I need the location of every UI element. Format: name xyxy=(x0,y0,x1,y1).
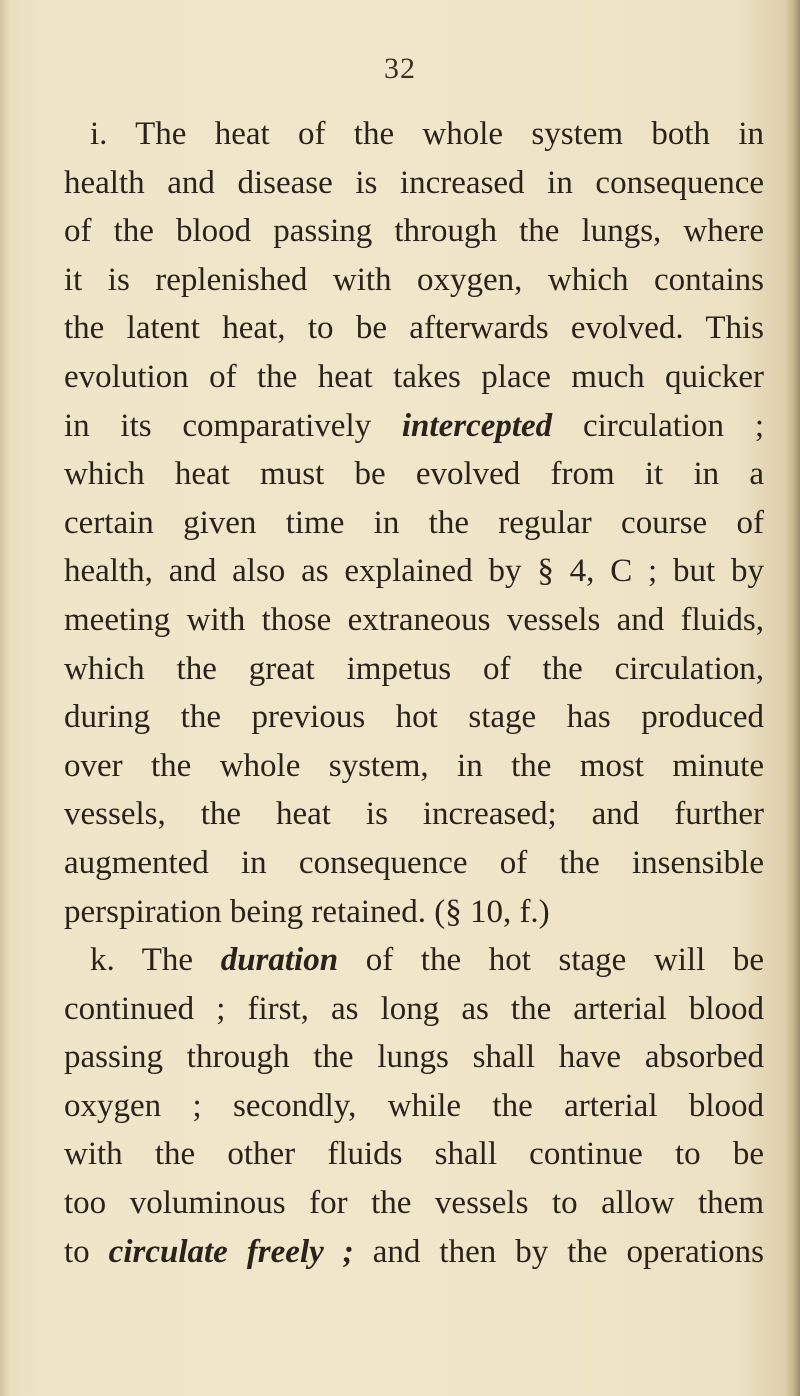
text-line: the latent heat, to be afterwards evolved. This xyxy=(64,310,764,347)
body-text xyxy=(64,110,764,1276)
text-line: augmented in consequence of the insensible xyxy=(64,844,764,881)
text-line: continued ; first, as long as the arterial blood xyxy=(64,990,764,1027)
text-line: vessels, the heat is increased; and further xyxy=(64,796,764,833)
page-number: 32 xyxy=(384,52,416,85)
text-line: over the whole system, in the most minute xyxy=(64,747,764,784)
text-line: which the great impetus of the circulation, xyxy=(64,650,764,687)
page-right-edge xyxy=(786,0,800,1396)
text-line: passing through the lungs shall have absorbed xyxy=(64,1039,764,1076)
italic-emphasis: intercepted xyxy=(401,407,553,444)
text-line: of the blood passing through the lungs, where xyxy=(64,213,764,250)
text-line: perspiration being retained. (§ 10, f.) xyxy=(64,893,550,930)
text-line: too voluminous for the vessels to allow them xyxy=(64,1185,764,1222)
text-line: it is replenished with oxygen, which contains xyxy=(64,261,764,298)
italic-emphasis: circulate freely ; xyxy=(108,1233,354,1270)
text-line: with the other fluids shall continue to be xyxy=(64,1136,764,1173)
text-line: certain given time in the regular course of xyxy=(64,504,764,541)
text-line: health and disease is increased in consequence xyxy=(64,164,764,201)
text-line: i. The heat of the whole system both in xyxy=(90,116,764,152)
text-line: during the previous hot stage has produced xyxy=(64,699,764,736)
text-line: which heat must be evolved from it in a xyxy=(64,456,764,493)
text-line: meeting with those extraneous vessels and fluids, xyxy=(64,601,764,638)
text-line: evolution of the heat takes place much quicker xyxy=(64,358,764,395)
text-line: k. The duration of the hot stage will be xyxy=(90,942,764,979)
text-line: health, and also as explained by § 4, C ; but by xyxy=(64,553,764,590)
text-line: oxygen ; secondly, while the arterial blood xyxy=(64,1087,764,1124)
italic-emphasis: duration xyxy=(220,942,339,979)
page-left-edge xyxy=(0,0,10,1396)
text-line: in its comparatively intercepted circulation ; xyxy=(64,407,764,444)
text-line: to circulate freely ; and then by the operations xyxy=(64,1233,764,1270)
